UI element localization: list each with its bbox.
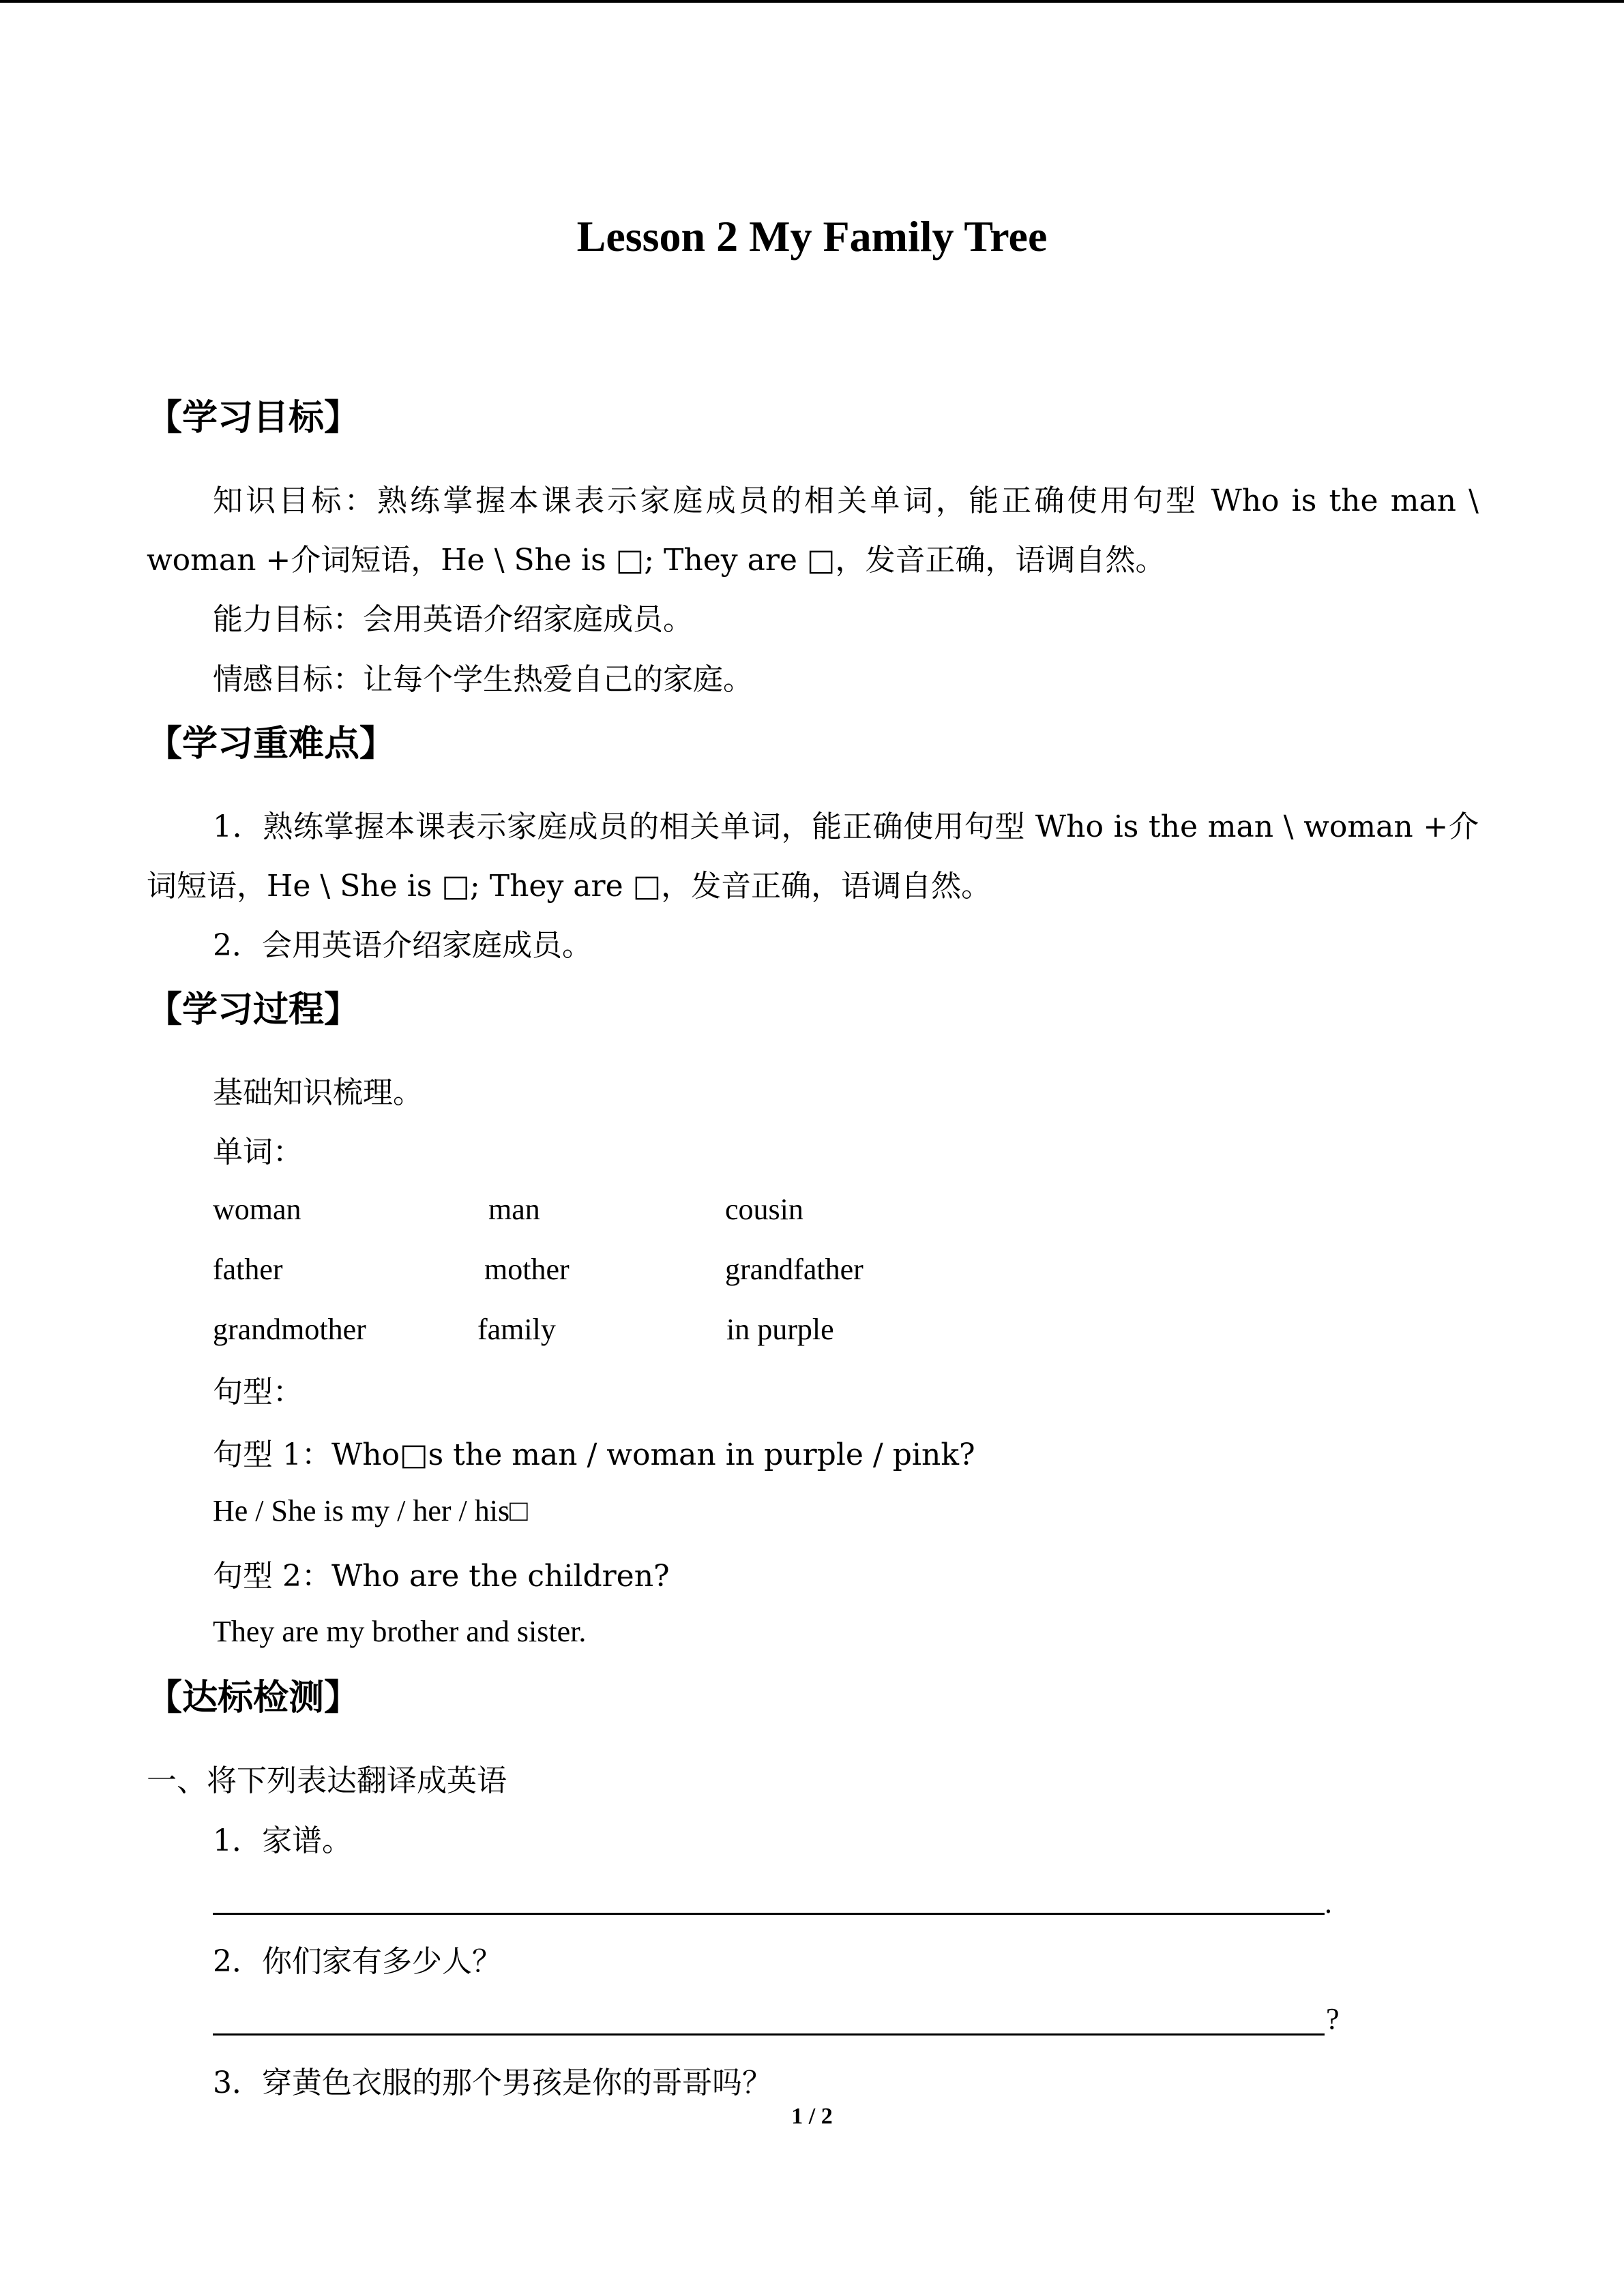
page-top-border — [0, 0, 1624, 3]
answer-2-end-mark: ? — [1326, 2002, 1340, 2036]
question-1: 1．家谱。 — [213, 1823, 352, 1858]
section-heading-key-points: 【学习重难点】 — [147, 724, 396, 764]
word-item: father — [213, 1253, 283, 1286]
pattern-1-answer: He / She is my / her / his□ — [213, 1494, 528, 1527]
question-2: 2．你们家有多少人？ — [213, 1944, 502, 1979]
question-3: 3．穿黄色衣服的那个男孩是你的哥哥吗？ — [213, 2066, 772, 2100]
test-part-1: 一、将下列表达翻译成英语 — [147, 1763, 507, 1798]
pattern-2: 句型 2：Who are the children? — [213, 1559, 670, 1594]
word-item: grandfather — [725, 1253, 863, 1286]
word-item: in purple — [726, 1313, 834, 1346]
words-label: 单词： — [213, 1135, 303, 1169]
patterns-label: 句型： — [213, 1375, 303, 1410]
page-title: Lesson 2 My Family Tree — [576, 212, 1048, 260]
ability-objective: 能力目标：会用英语介绍家庭成员。 — [213, 602, 693, 637]
word-item: woman — [213, 1193, 301, 1226]
page-number: 1 / 2 — [791, 2104, 833, 2129]
section-heading-test: 【达标检测】 — [147, 1678, 360, 1718]
process-intro: 基础知识梳理。 — [213, 1075, 423, 1110]
key-point-1-line2: 词短语，He \ She is □; They are □，发音正确，语调自然。 — [147, 869, 992, 904]
word-item: mother — [484, 1253, 570, 1286]
answer-blank-1[interactable] — [213, 1913, 1325, 1915]
section-heading-objectives: 【学习目标】 — [147, 398, 360, 438]
key-point-1-line1: 1．熟练掌握本课表示家庭成员的相关单词，能正确使用句型 Who is the man \ woman +介 — [213, 809, 1479, 844]
word-item: man — [488, 1193, 540, 1226]
emotion-objective: 情感目标：让每个学生热爱自己的家庭。 — [213, 662, 753, 697]
word-item: grandmother — [213, 1313, 366, 1346]
pattern-2-answer: They are my brother and sister. — [213, 1615, 587, 1648]
key-point-2: 2．会用英语介绍家庭成员。 — [213, 928, 592, 963]
section-heading-process: 【学习过程】 — [147, 989, 360, 1030]
knowledge-objective-line1: 知识目标：熟练掌握本课表示家庭成员的相关单词，能正确使用句型 Who is the man \ — [213, 483, 1479, 518]
knowledge-objective-line2: woman +介词短语，He \ She is □; They are □，发音正确，语调自然。 — [147, 543, 1166, 578]
word-item: family — [477, 1313, 556, 1346]
answer-1-end-mark: . — [1325, 1886, 1332, 1920]
word-item: cousin — [725, 1193, 803, 1226]
answer-blank-2[interactable] — [213, 2033, 1325, 2036]
pattern-1: 句型 1：Who□s the man / woman in purple / pink? — [213, 1437, 975, 1472]
